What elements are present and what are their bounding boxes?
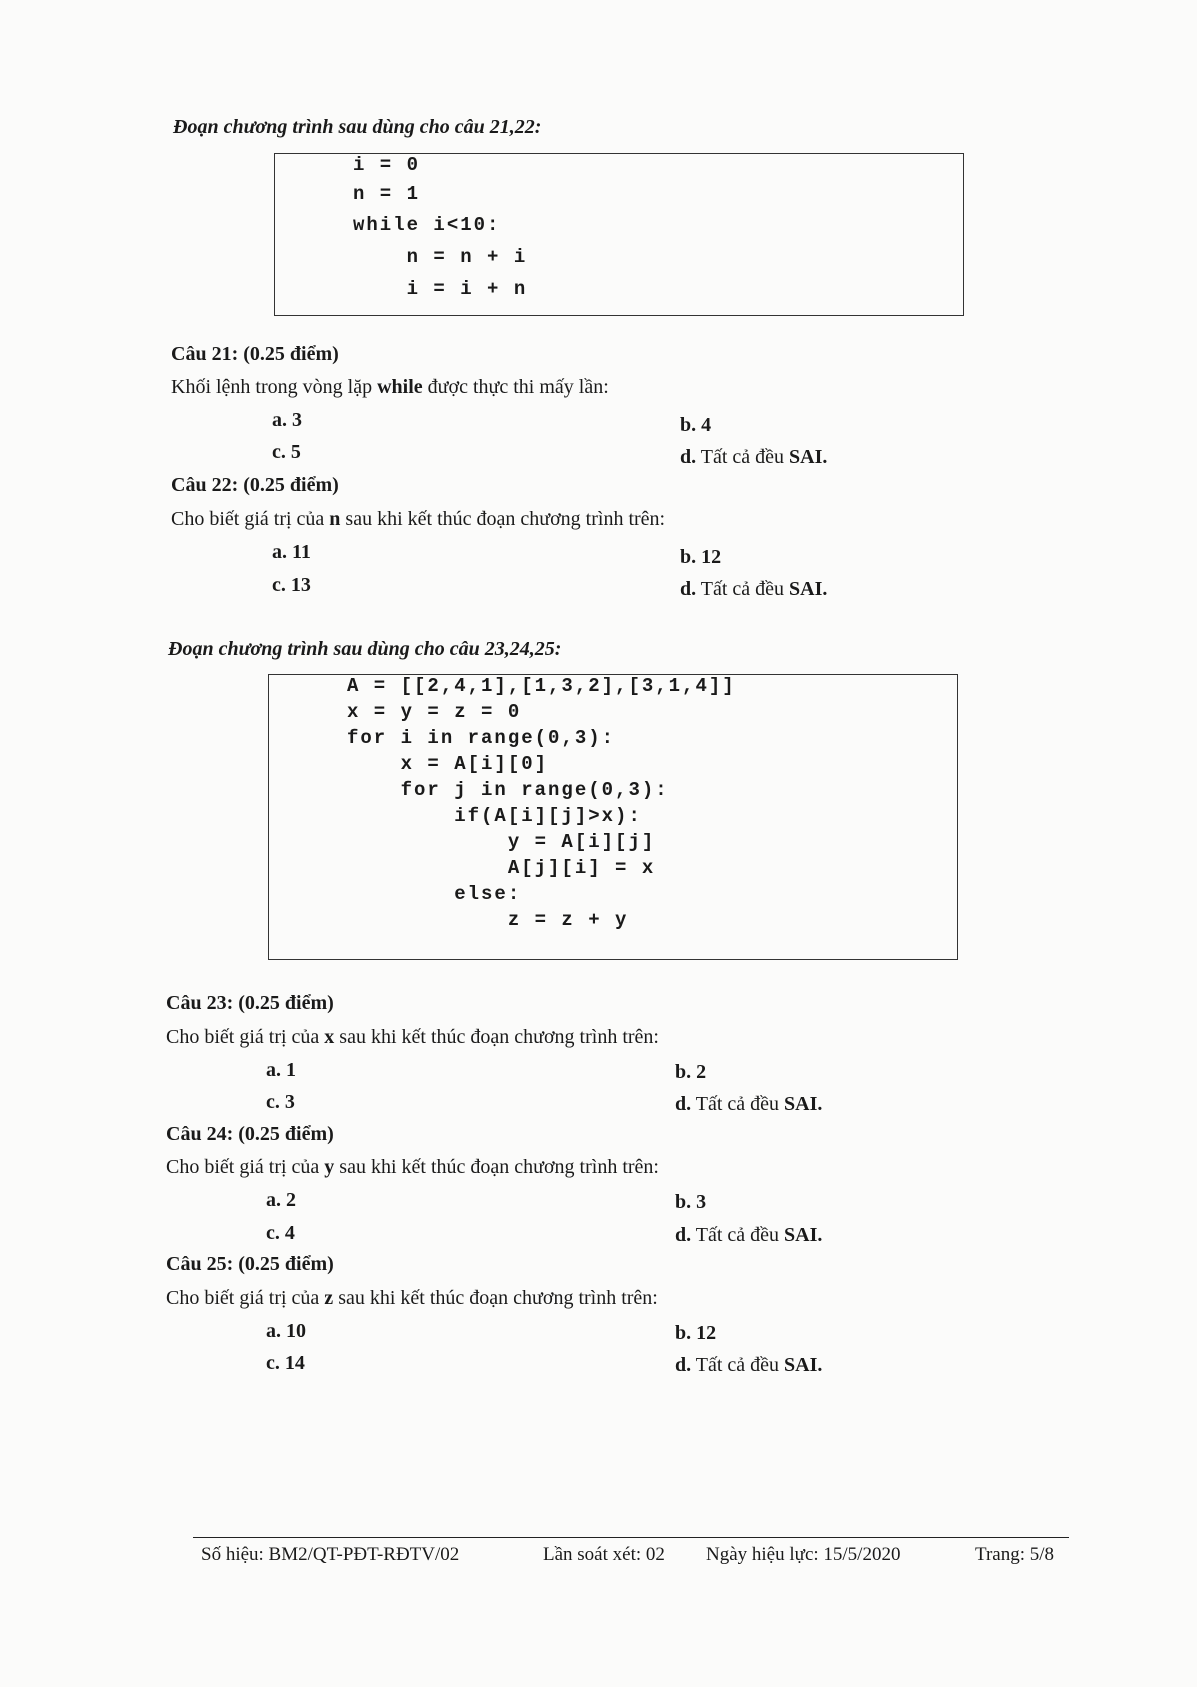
code-line: x = y = z = 0 [347,701,522,723]
option-d[interactable]: d. Tất cả đều SAI. [675,1354,823,1376]
question-text-25: Cho biết giá trị của z sau khi kết thúc đoạn chương trình trên: [166,1287,658,1309]
option-c[interactable]: c. 4 [266,1222,295,1244]
code-line: while i<10: [353,214,501,236]
code-line: x = A[i][0] [347,753,549,775]
code-box-21-22 [274,153,964,316]
code-box-23-25 [268,674,958,960]
option-a[interactable]: a. 1 [266,1059,296,1081]
question-text-21: Khối lệnh trong vòng lặp while được thực thi mấy lần: [171,376,609,398]
option-c[interactable]: c. 5 [272,441,301,463]
code-line: y = A[i][j] [347,831,656,853]
code-line: n = 1 [353,183,421,205]
question-title-22: Câu 22: (0.25 điểm) [171,474,339,496]
option-c[interactable]: c. 13 [272,574,311,596]
code-line: n = n + i [353,246,528,268]
option-b[interactable]: b. 2 [675,1061,707,1083]
section-title-23-25: Đoạn chương trình sau dùng cho câu 23,24,25: [168,638,562,660]
footer-effective-date: Ngày hiệu lực: 15/5/2020 [706,1544,901,1565]
code-line: A = [[2,4,1],[1,3,2],[3,1,4]] [347,675,736,697]
option-c[interactable]: c. 14 [266,1352,305,1374]
code-line: A[j][i] = x [347,857,656,879]
question-text-24: Cho biết giá trị của y sau khi kết thúc đoạn chương trình trên: [166,1156,659,1178]
code-line: for j in range(0,3): [347,779,669,801]
code-line: i = 0 [353,154,421,176]
code-line: else: [347,883,522,905]
footer-page-number: Trang: 5/8 [975,1544,1055,1565]
option-b[interactable]: b. 12 [680,546,722,568]
option-d[interactable]: d. Tất cả đều SAI. [675,1224,823,1246]
code-line: for i in range(0,3): [347,727,616,749]
option-a[interactable]: a. 11 [272,541,311,563]
option-d[interactable]: d. Tất cả đều SAI. [680,446,828,468]
option-a[interactable]: a. 10 [266,1320,306,1342]
footer-divider [193,1537,1069,1538]
option-a[interactable]: a. 2 [266,1189,296,1211]
option-b[interactable]: b. 12 [675,1322,717,1344]
option-b[interactable]: b. 4 [680,414,712,436]
code-line: z = z + y [347,909,629,931]
code-line: if(A[i][j]>x): [347,805,642,827]
question-title-23: Câu 23: (0.25 điểm) [166,992,334,1014]
option-d[interactable]: d. Tất cả đều SAI. [675,1093,823,1115]
code-line: i = i + n [353,278,528,300]
option-d[interactable]: d. Tất cả đều SAI. [680,578,828,600]
option-b[interactable]: b. 3 [675,1191,707,1213]
question-title-24: Câu 24: (0.25 điểm) [166,1123,334,1145]
question-text-22: Cho biết giá trị của n sau khi kết thúc đoạn chương trình trên: [171,508,666,530]
footer-revision: Lần soát xét: 02 [543,1544,665,1565]
option-a[interactable]: a. 3 [272,409,302,431]
option-c[interactable]: c. 3 [266,1091,295,1113]
question-text-23: Cho biết giá trị của x sau khi kết thúc đoạn chương trình trên: [166,1026,659,1048]
footer-doc-number: Số hiệu: BM2/QT-PĐT-RĐTV/02 [201,1544,460,1565]
section-title-21-22: Đoạn chương trình sau dùng cho câu 21,22: [173,116,542,138]
question-title-21: Câu 21: (0.25 điểm) [171,343,339,365]
question-title-25: Câu 25: (0.25 điểm) [166,1253,334,1275]
